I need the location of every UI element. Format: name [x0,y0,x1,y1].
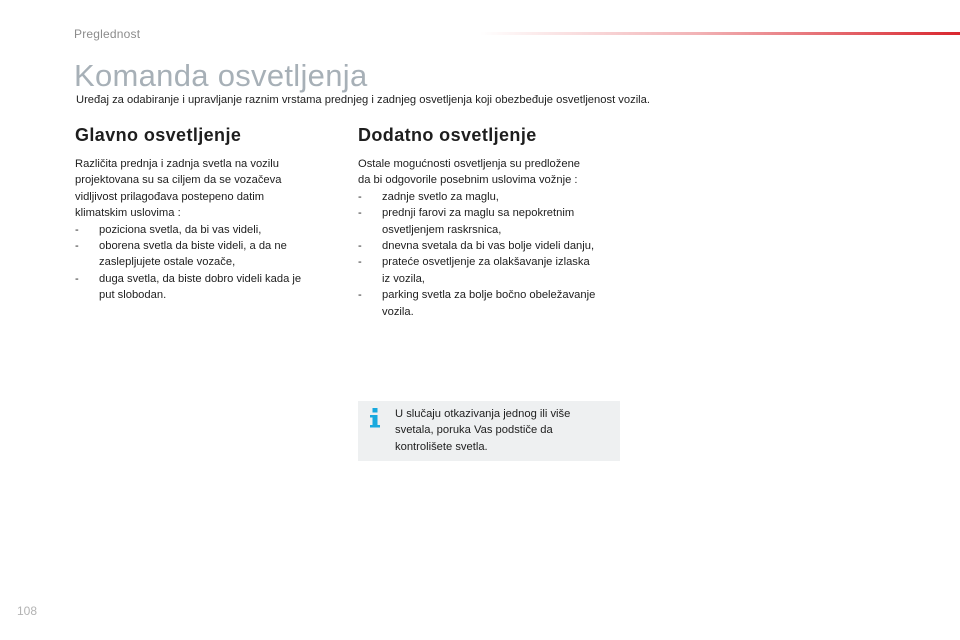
page-subtitle: Uređaj za odabiranje i upravljanje raznim vrstama prednjeg i zadnjeg osvetljenja koji obezbeđuje osvetljenost vozila. [76,94,650,106]
text-line: U slučaju otkazivanja jednog ili više [395,408,571,420]
text-line: Različita prednja i zadnja svetla na vozilu [75,158,279,170]
text-line: zaslepljujete ostale vozače, [99,256,236,269]
additional-lighting-heading: Dodatno osvetljenje [358,125,537,145]
list-dash: - [358,256,362,269]
main-lighting-column [75,125,345,304]
info-box [358,401,620,461]
list-item [75,271,345,304]
section-header: Preglednost [74,27,141,41]
additional-lighting-column [358,125,628,320]
text-line: Ostale mogućnosti osvetljenja su predložene [358,158,581,170]
text-line: projektovana su sa ciljem da se vozačeva [75,174,282,187]
text-line: osvetljenjem raskrsnica, [382,223,502,236]
text-line: vozila. [382,305,414,318]
list-dash: - [358,207,362,220]
list-item [358,254,628,287]
text-line: prednji farovi za maglu sa nepokretnim [382,207,575,220]
text-line: vidljivost prilagođava postepeno datim [75,190,265,203]
text-line: dnevna svetala da bi vas bolje videli danju, [382,240,595,253]
info-icon [369,408,381,430]
text-line: put slobodan. [99,289,167,302]
list-item [358,238,628,254]
header-rule [480,32,960,35]
list-dash: - [358,240,362,253]
text-line: iz vozila, [382,272,425,285]
main-lighting-list [75,222,345,304]
list-dash: - [358,190,362,203]
page-title: Komanda osvetljenja [74,58,368,93]
additional-lighting-list [358,189,628,320]
list-item [75,222,345,238]
text-line: kontrolišete svetla. [395,440,488,453]
text-line: parking svetla za bolje bočno obeležavanje [382,289,596,302]
text-line: klimatskim uslovima : [75,207,181,220]
text-line: prateće osvetljenje za olakšavanje izlaska [382,256,590,269]
text-line: oborena svetla da biste videli, a da ne [99,240,287,253]
list-dash: - [75,223,79,236]
text-line: svetala, poruka Vas podstiče da [395,424,553,437]
info-text [395,406,610,455]
list-item [358,287,628,320]
text-line: duga svetla, da biste dobro videli kada je [99,272,302,285]
list-item [75,238,345,271]
main-lighting-intro [75,156,345,222]
text-line: da bi odgovorile posebnim uslovima vožnje : [358,174,578,187]
page-number: 108 [17,604,38,618]
text-line: poziciona svetla, da bi vas videli, [99,223,262,236]
list-item [358,189,628,205]
additional-lighting-intro [358,156,628,189]
list-dash: - [75,240,79,253]
list-item [358,205,628,238]
list-dash: - [358,289,362,302]
text-line: zadnje svetlo za maglu, [382,190,499,203]
main-lighting-heading: Glavno osvetljenje [75,125,242,145]
list-dash: - [75,272,79,285]
